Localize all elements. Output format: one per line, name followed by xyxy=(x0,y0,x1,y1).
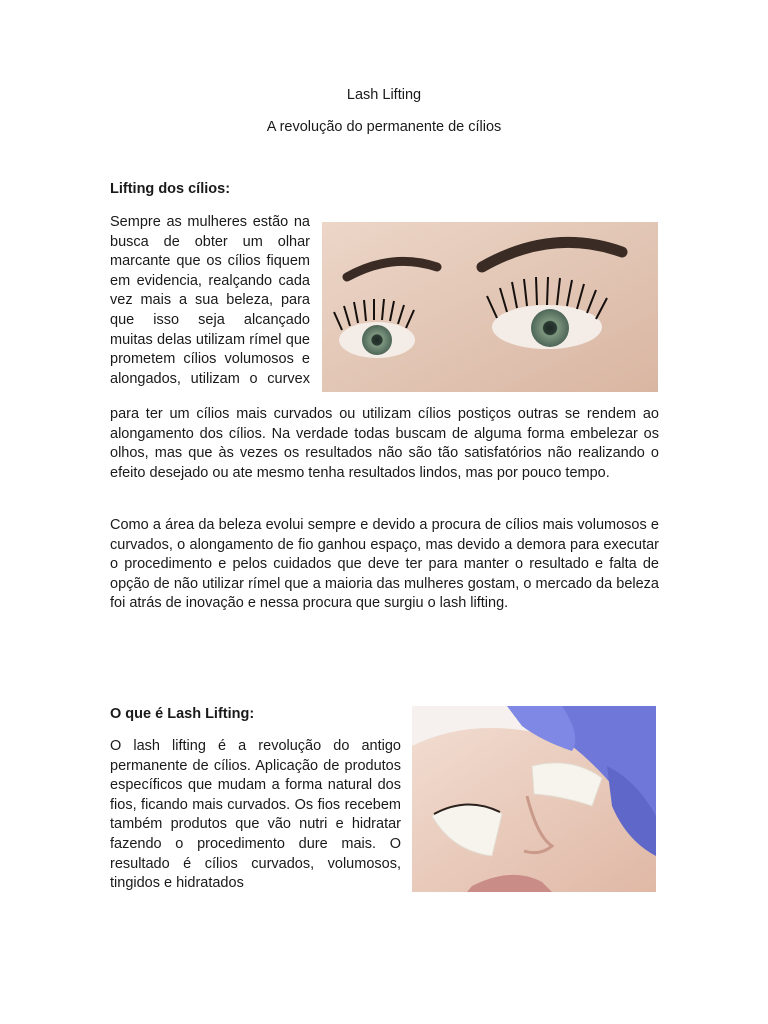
section2-paragraph: O lash lifting é a revolução do antigo permanente de cílios. Aplicação de produtos específicos que mudam a forma natural dos fios, ficando mais curvados. Os fios recebem também produtos que vão nutri e hidratar fazendo o procedimento dure mais. O resultado é cílios curvados, volumosos, tingidos e hidratados xyxy=(110,738,401,892)
section1-paragraph1-continued: para ter um cílios mais curvados ou utilizam cílios postiços outras se rendem ao alongamento dos cílios. Na verdade todas buscam de alguma forma embelezar os olhos, mas que às vezes os resultados não são tão satisfatórios não realizando o efeito desejado ou ate mesmo tenha resultados lindos, mas por pouco tempo. xyxy=(110,406,659,481)
section-heading-lifting: Lifting dos cílios: xyxy=(110,181,231,197)
document-subtitle: A revolução do permanente de cílios xyxy=(266,119,502,135)
lash-lifting-procedure-photo xyxy=(412,706,656,892)
document-title: Lash Lifting xyxy=(346,87,422,103)
section1-paragraph2: Como a área da beleza evolui sempre e devido a procura de cílios mais volumosos e curvados, o alongamento de fio ganhou espaço, mas devido a demora para executar o procedimento e pelos cuidados que deve ter para manter o resultado e falta de opção de não utilizar rímel que a maioria das mulheres gostam, o mercado da beleza foi atrás de inovação e nessa procura que surgiu o lash lifting. xyxy=(110,517,659,612)
section-heading-what-is: O que é Lash Lifting: xyxy=(110,706,255,722)
section1-paragraph1-wrapped: Sempre as mulheres estão na busca de obter um olhar marcante que os cílios fiquem em evidencia, realçando cada vez mais a sua beleza, para que isso seja alcançado muitas delas utilizam rímel que prometem cílios volumosos e alongados, utilizam o curvex xyxy=(110,214,310,387)
eyes-lashes-photo xyxy=(322,222,658,392)
